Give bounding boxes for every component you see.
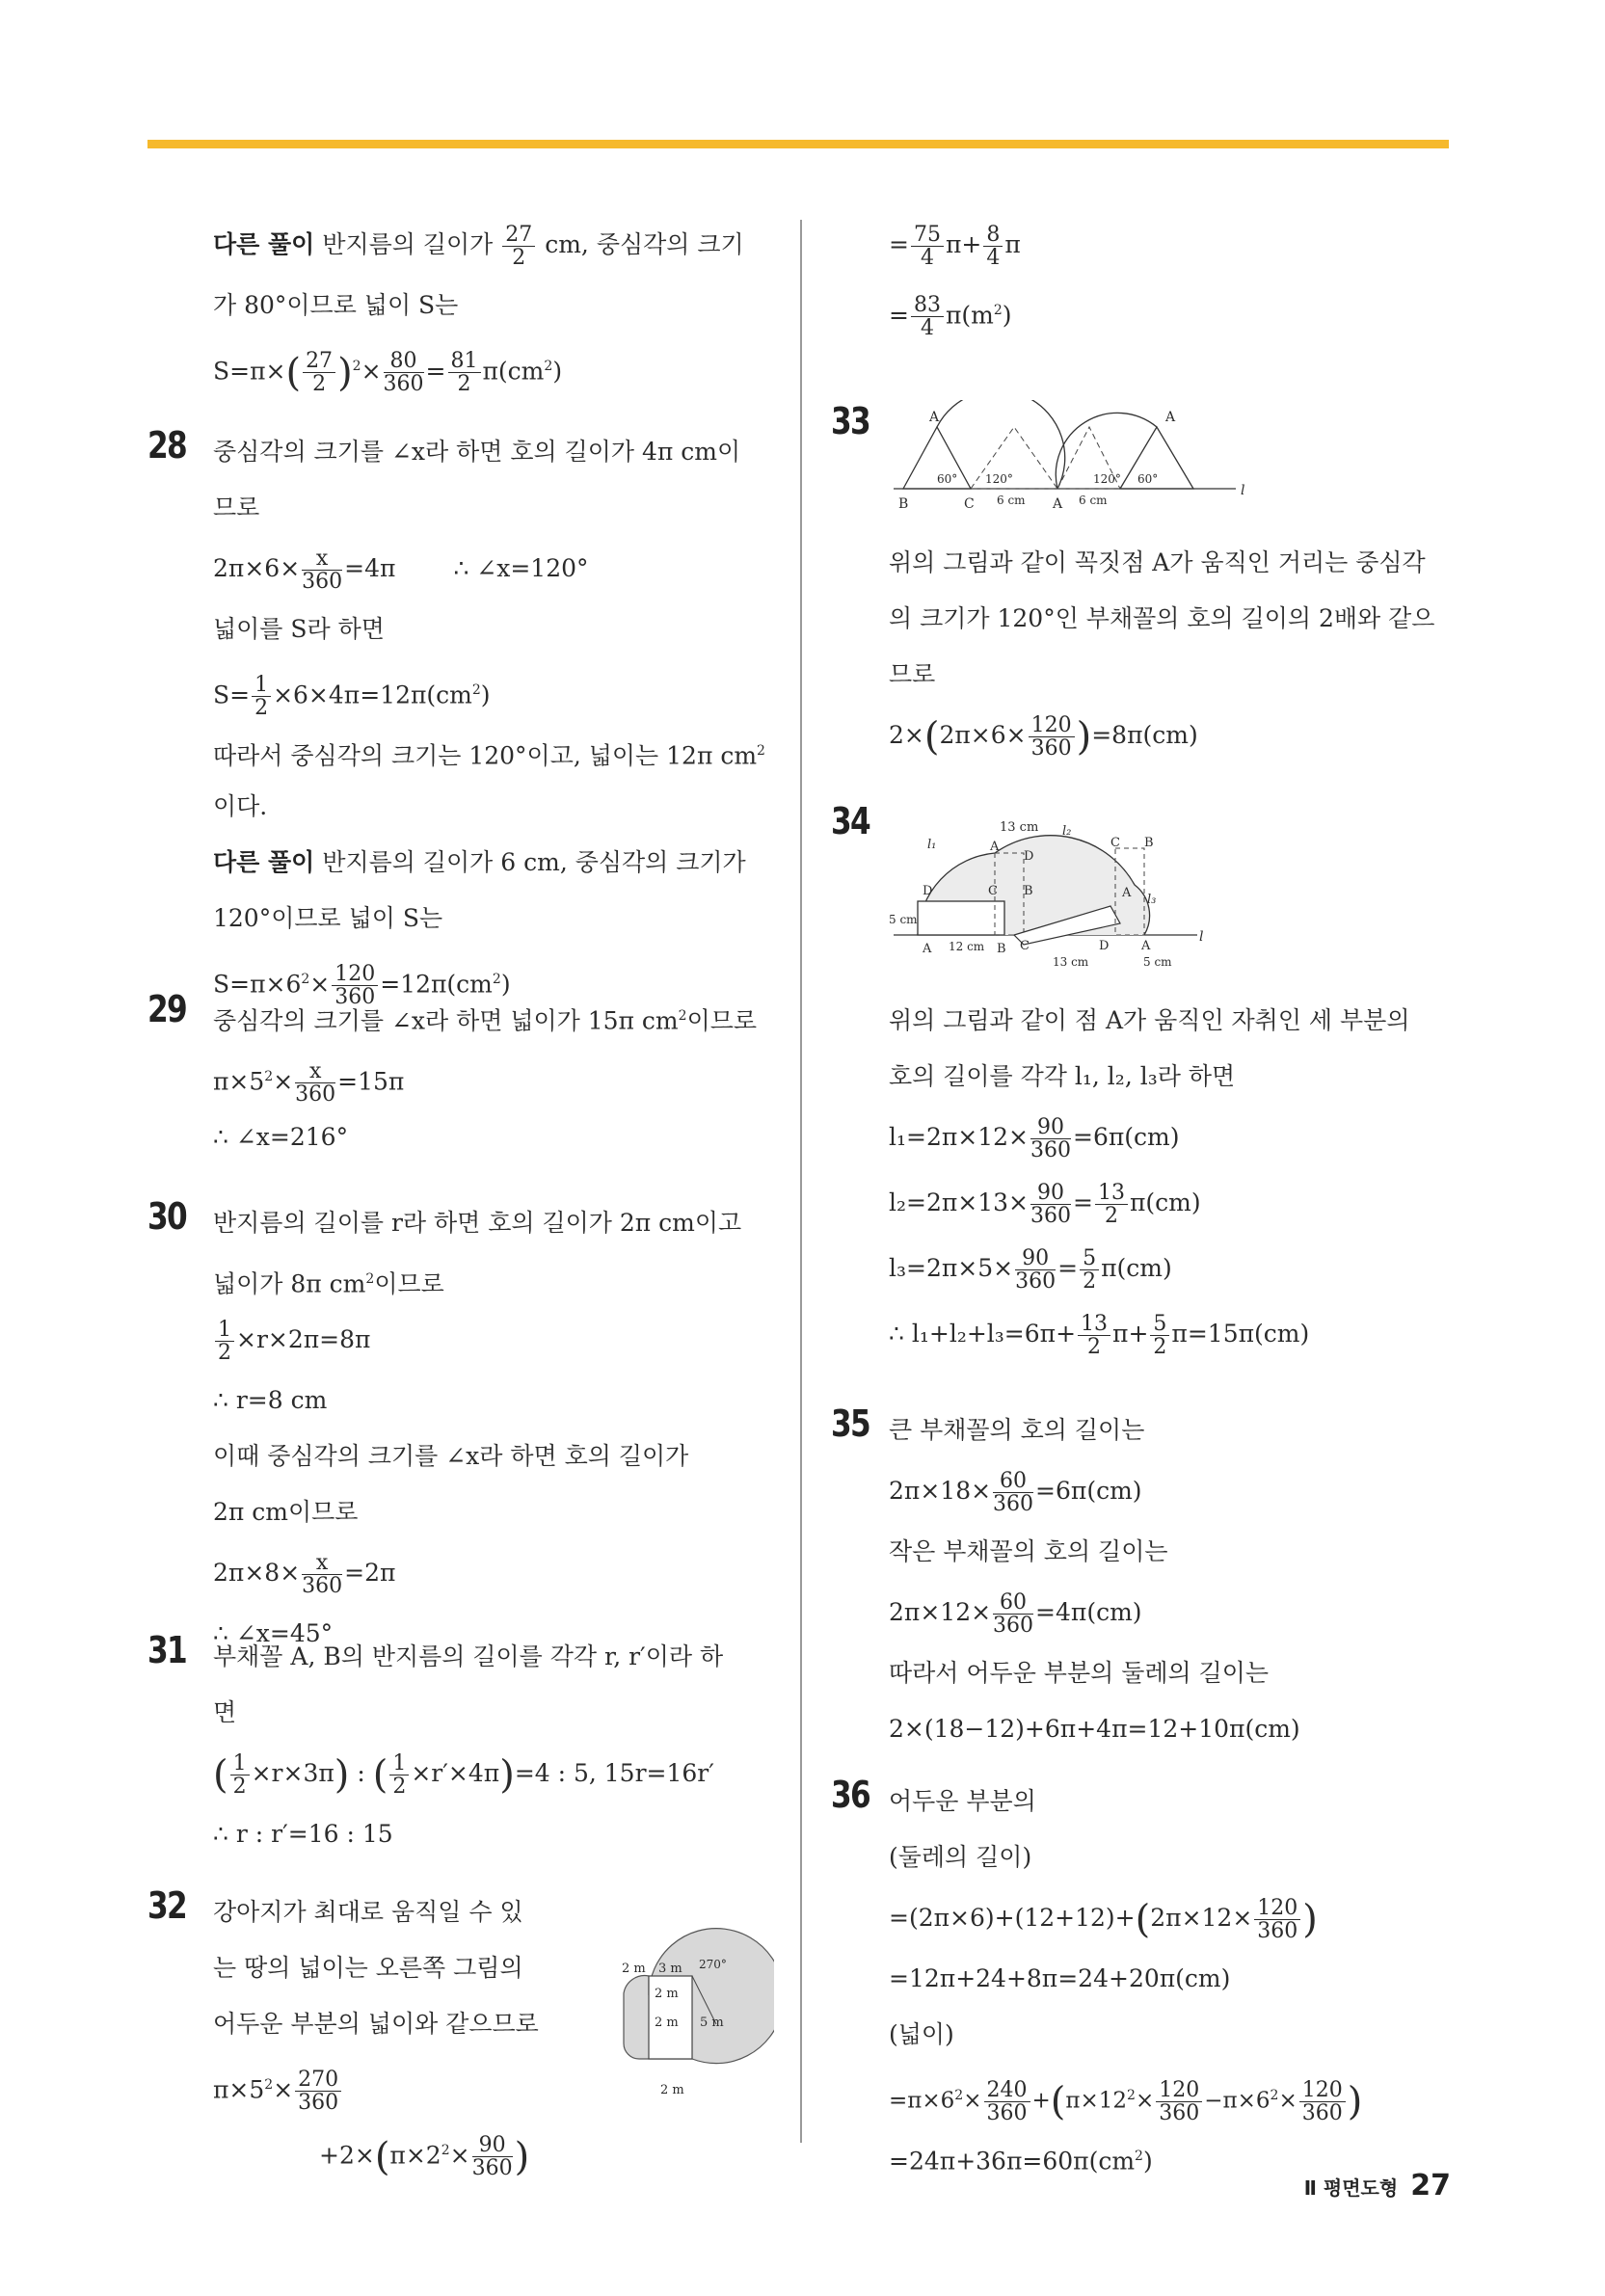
svg-text:60°: 60°	[1137, 472, 1159, 486]
svg-text:A: A	[1053, 496, 1063, 512]
svg-text:13 cm: 13 cm	[1053, 955, 1089, 969]
svg-text:l₂: l₂	[1062, 824, 1072, 839]
problem-number: 28	[147, 424, 187, 467]
svg-text:2 m: 2 m	[655, 2016, 679, 2030]
svg-text:D: D	[1099, 939, 1110, 953]
page-number: 27	[1410, 2169, 1451, 2203]
svg-text:l: l	[1199, 929, 1204, 945]
alt-label: 다른 풀이	[213, 848, 315, 876]
svg-text:A: A	[990, 840, 1000, 854]
svg-text:A: A	[1165, 410, 1176, 425]
problem-number: 29	[147, 988, 187, 1030]
svg-text:l: l	[1241, 483, 1245, 498]
rolling-rectangle-figure	[889, 800, 1217, 978]
svg-text:2 m: 2 m	[655, 1987, 679, 2001]
svg-text:B: B	[1144, 836, 1154, 850]
svg-text:6 cm: 6 cm	[997, 494, 1026, 507]
svg-text:270°: 270°	[699, 1958, 727, 1971]
svg-text:5 cm: 5 cm	[1143, 955, 1172, 969]
svg-text:60°: 60°	[937, 472, 958, 486]
svg-text:D: D	[923, 884, 933, 898]
page-footer	[1304, 2169, 1451, 2203]
dog-leash-figure	[572, 1880, 774, 2111]
svg-text:B: B	[1024, 884, 1033, 898]
svg-text:l₃: l₃	[1147, 893, 1157, 907]
svg-text:5 cm: 5 cm	[889, 913, 918, 926]
svg-text:C: C	[964, 496, 975, 512]
top-accent-bar	[147, 140, 1449, 148]
svg-text:6 cm: 6 cm	[1079, 494, 1108, 507]
svg-text:D: D	[1024, 849, 1034, 864]
svg-text:12 cm: 12 cm	[949, 940, 985, 953]
svg-text:5 m: 5 m	[700, 2016, 724, 2030]
svg-text:C: C	[1110, 836, 1120, 850]
svg-text:A: A	[929, 410, 940, 425]
svg-text:13 cm: 13 cm	[1000, 820, 1039, 835]
svg-text:2 m: 2 m	[622, 1962, 646, 1976]
problem-number: 36	[831, 1774, 870, 1816]
problem-number: 33	[831, 400, 870, 442]
svg-text:120°: 120°	[985, 472, 1013, 486]
problem-number: 32	[147, 1884, 187, 1927]
column-divider	[800, 220, 802, 2143]
problem-number: 34	[831, 800, 870, 842]
svg-text:A: A	[1122, 886, 1132, 900]
rolling-triangle-figure	[889, 400, 1255, 525]
svg-text:C: C	[988, 884, 998, 898]
problem-number: 31	[147, 1629, 187, 1671]
svg-text:A: A	[1141, 939, 1151, 953]
section-title: Ⅱ 평면도형	[1303, 2176, 1399, 2200]
svg-text:A: A	[923, 942, 932, 956]
svg-text:120°: 120°	[1093, 472, 1121, 486]
svg-text:l₁: l₁	[927, 838, 937, 852]
svg-text:2 m: 2 m	[660, 2083, 684, 2097]
svg-text:B: B	[997, 942, 1006, 956]
svg-text:3 m: 3 m	[658, 1962, 682, 1976]
problem-number: 35	[831, 1402, 870, 1445]
svg-text:C: C	[1020, 939, 1030, 953]
svg-text:B: B	[898, 496, 909, 512]
alt-label: 다른 풀이	[213, 230, 315, 258]
problem-number: 30	[147, 1195, 187, 1238]
